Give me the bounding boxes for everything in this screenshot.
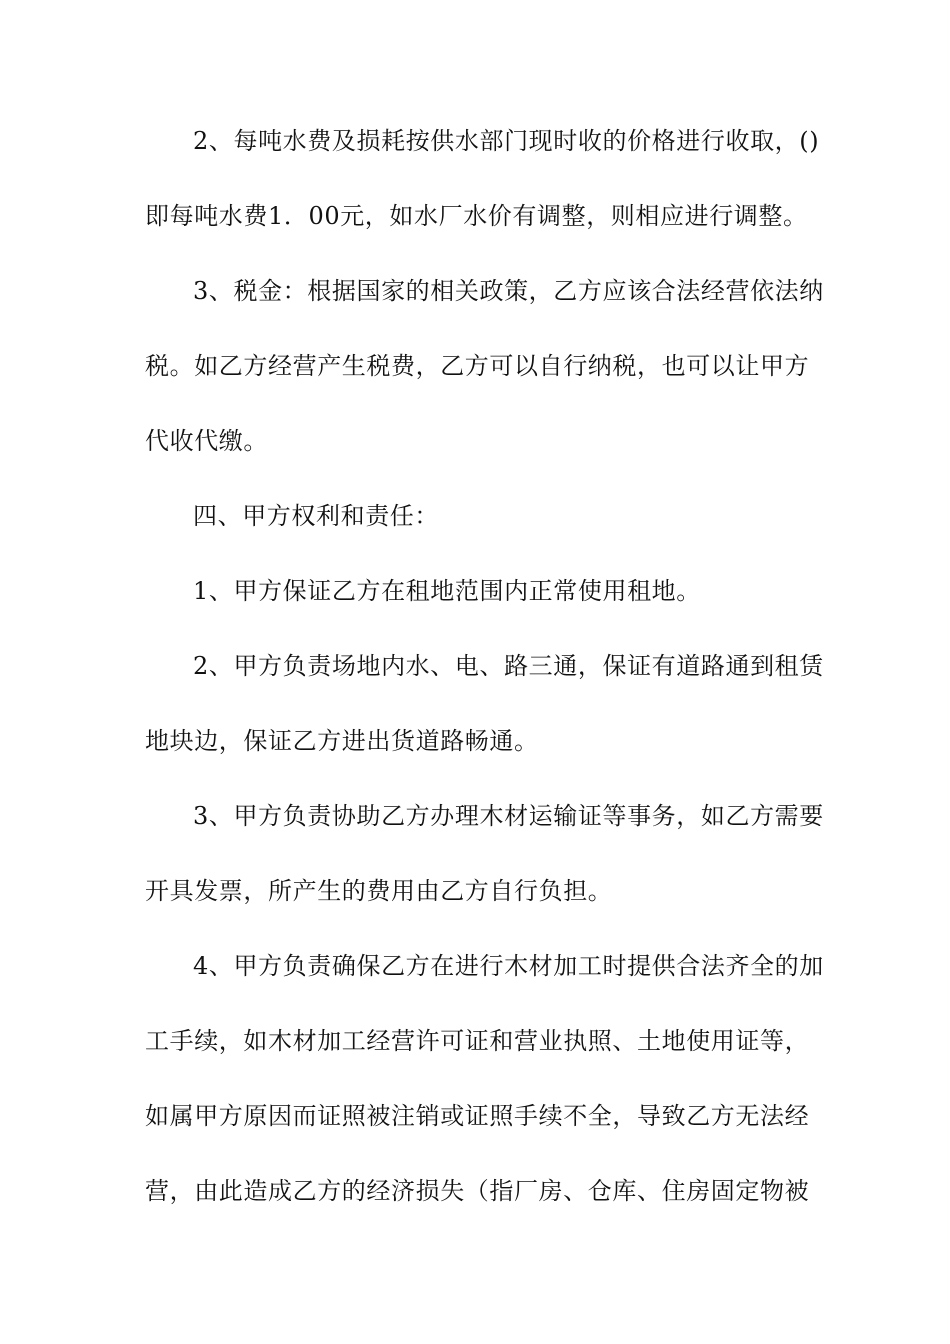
section-4-clause-4-line-4: 营，由此造成乙方的经济损失（指厂房、仓库、住房固定物被: [145, 1177, 810, 1205]
section-4-clause-3-line-2: 开具发票，所产生的费用由乙方自行负担。: [145, 877, 613, 905]
section-4-clause-2-line-1: 2、甲方负责场地内水、电、路三通，保证有道路通到租赁: [193, 652, 824, 680]
contract-text: [145, 127, 824, 1253]
clause-3-tax-line-1: 3、税金：根据国家的相关政策，乙方应该合法经营依法纳: [193, 277, 824, 305]
section-4-clause-1: 1、甲方保证乙方在租地范围内正常使用租地。: [193, 577, 701, 605]
section-4-clause-4-line-2: 工手续，如木材加工经营许可证和营业执照、土地使用证等，: [145, 1027, 810, 1055]
section-4-clause-4-line-1: 4、甲方负责确保乙方在进行木材加工时提供合法齐全的加: [193, 952, 824, 980]
section-4-clause-3-line-1: 3、甲方负责协助乙方办理木材运输证等事务，如乙方需要: [193, 802, 824, 830]
section-4-heading: 四、甲方权利和责任：: [193, 502, 439, 530]
clause-3-tax-line-3: 代收代缴。: [145, 427, 268, 455]
section-4-clause-4-line-3: 如属甲方原因而证照被注销或证照手续不全，导致乙方无法经: [145, 1102, 810, 1130]
section-4-clause-2-line-2: 地块边，保证乙方进出货道路畅通。: [145, 727, 539, 755]
clause-3-tax-line-2: 税。如乙方经营产生税费，乙方可以自行纳税，也可以让甲方: [145, 352, 810, 380]
clause-2-water-fee-line-1: 2、每吨水费及损耗按供水部门现时收的价格进行收取，(): [193, 127, 820, 155]
clause-2-water-fee-line-2: 即每吨水费1．00元，如水厂水价有调整，则相应进行调整。: [145, 202, 808, 230]
